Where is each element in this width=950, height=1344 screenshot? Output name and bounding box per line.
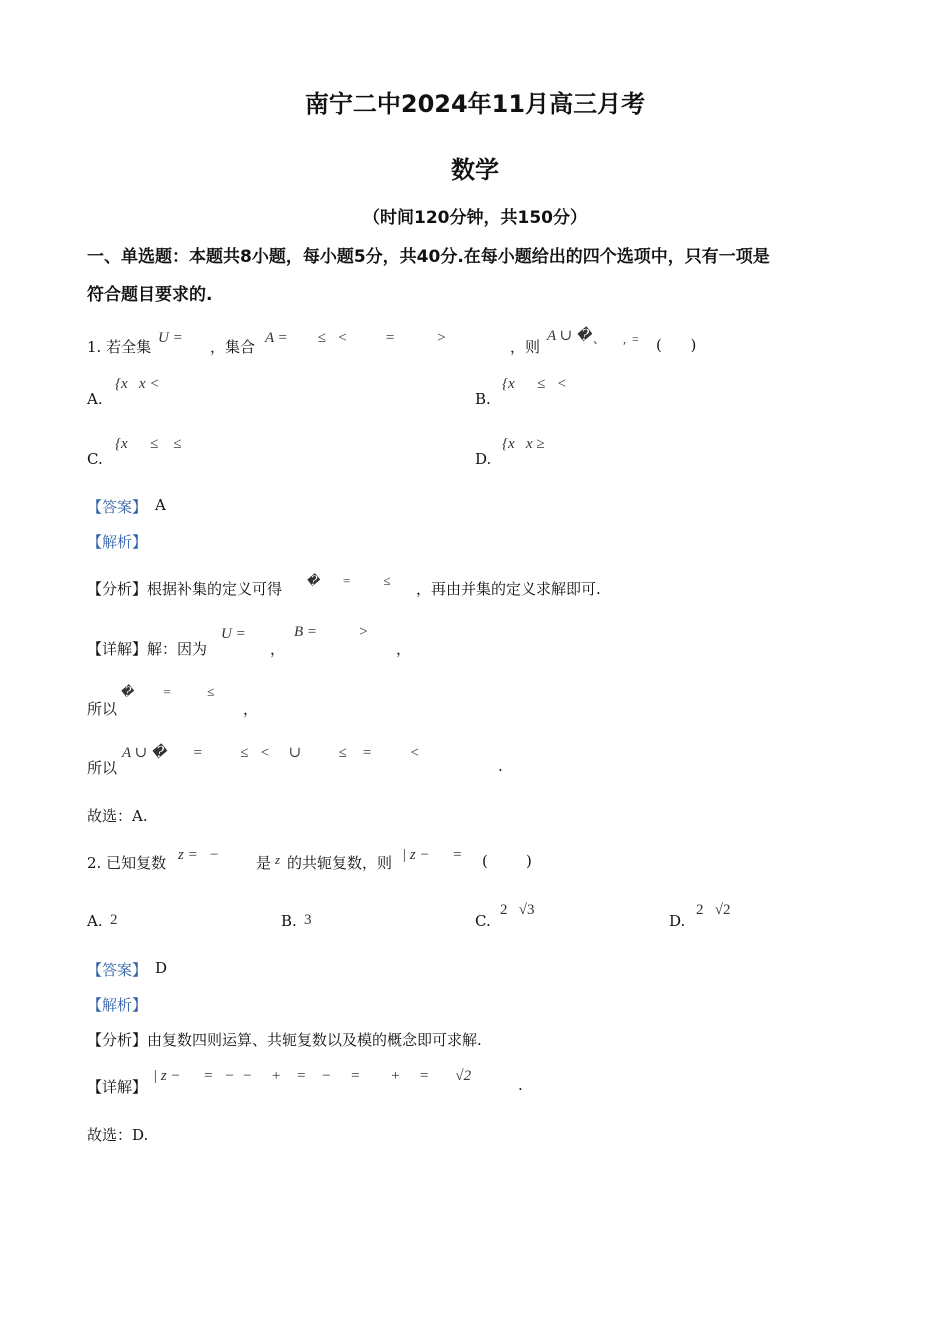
q1-detail-end: ， [396, 640, 412, 658]
q1-option-a: {x x < [115, 376, 160, 392]
q2-option-b: 3 [304, 912, 312, 928]
time-note: （时间120分钟，共150分） [363, 208, 587, 228]
q1-answer-value: A [155, 496, 166, 514]
q2-analysis-tag: 【解析】 [87, 996, 148, 1014]
q1-step1-expr: � = ≤ [120, 684, 215, 699]
q2-answer-value: D [155, 959, 168, 977]
q2-detail-end: . [518, 1076, 523, 1094]
q2-answer-tag: 【答案】 [87, 961, 148, 979]
q1-option-b-label: B. [475, 390, 491, 408]
q1-union-tail: 、 , = [593, 332, 639, 346]
q1-detail-comma: ， [270, 640, 286, 658]
q1-conclusion: 故选：A. [87, 807, 148, 825]
q2-option-a: 2 [110, 912, 118, 928]
q1-analysis-tag: 【解析】 [87, 533, 148, 551]
q1-union-expr: A ∪ � [547, 328, 592, 344]
q1-option-d: {x x ≥ [502, 436, 545, 452]
q2-z-expr: z = − [178, 847, 220, 863]
subject-title: 数学 [451, 156, 499, 184]
q1-step1-prefix: 所以 [87, 700, 118, 718]
q1-option-c: {x ≤ ≤ [115, 436, 182, 452]
q2-detail-expr: | z − = − − + = − = + = √2 [153, 1068, 472, 1084]
q1-paren: ( ) [656, 336, 697, 354]
q1-step2-prefix: 所以 [87, 759, 118, 777]
q2-z-symbol: z [275, 852, 281, 867]
q1-stem-mid2: ，则 [510, 338, 541, 356]
q2-paren: ( ) [482, 852, 532, 870]
q1-step2-end: . [498, 757, 503, 775]
q2-option-d: 2 √2 [696, 902, 731, 918]
q2-option-c-label: C. [475, 912, 491, 930]
section-heading-line1: 一、单选题：本题共8小题，每小题5分，共40分.在每小题给出的四个选项中，只有一项是 [87, 247, 770, 267]
q1-stem-mid1: ，集合 [210, 338, 256, 356]
q1-option-a-label: A. [87, 390, 103, 408]
q2-stem-prefix: 2. 已知复数 [87, 854, 167, 872]
q2-analysis: 【分析】由复数四则运算、共轭复数以及模的概念即可求解. [87, 1031, 482, 1049]
q2-abs-expr: | z − = [402, 847, 463, 863]
page-title: 南宁二中2024年11月高三月考 [304, 90, 646, 118]
q2-option-c: 2 √3 [500, 902, 535, 918]
q1-analysis-prefix: 【分析】根据补集的定义可得 [87, 580, 283, 598]
q1-step2-expr: A ∪ � = ≤ < ∪ ≤ = < [122, 745, 420, 761]
q2-stem-mid: 是 [256, 854, 272, 872]
q1-step1-end: ， [243, 700, 259, 718]
q1-detail-universal: U = [221, 626, 246, 642]
section-heading-line2: 符合题目要求的. [87, 285, 213, 305]
q1-analysis-suffix: ，再由并集的定义求解即可. [416, 580, 601, 598]
q2-option-b-label: B. [281, 912, 297, 930]
q1-answer-tag: 【答案】 [87, 498, 148, 516]
q1-option-c-label: C. [87, 450, 103, 468]
q2-option-d-label: D. [669, 912, 686, 930]
q1-analysis-expr: � = ≤ [306, 573, 391, 588]
q1-option-b: {x ≤ < [502, 376, 567, 392]
q1-option-d-label: D. [475, 450, 492, 468]
q2-conclusion: 故选：D. [87, 1126, 149, 1144]
q1-universal-set: U = [158, 330, 183, 346]
q1-detail-prefix: 【详解】解：因为 [87, 640, 208, 658]
q2-detail-prefix: 【详解】 [87, 1078, 148, 1096]
q1-detail-set-b: B = > [294, 624, 369, 640]
q2-option-a-label: A. [87, 912, 103, 930]
q1-stem-prefix: 1. 若全集 [87, 338, 152, 356]
q2-stem-mid2: 的共轭复数，则 [287, 854, 393, 872]
q1-set-a: A = ≤ < = > [265, 330, 447, 346]
